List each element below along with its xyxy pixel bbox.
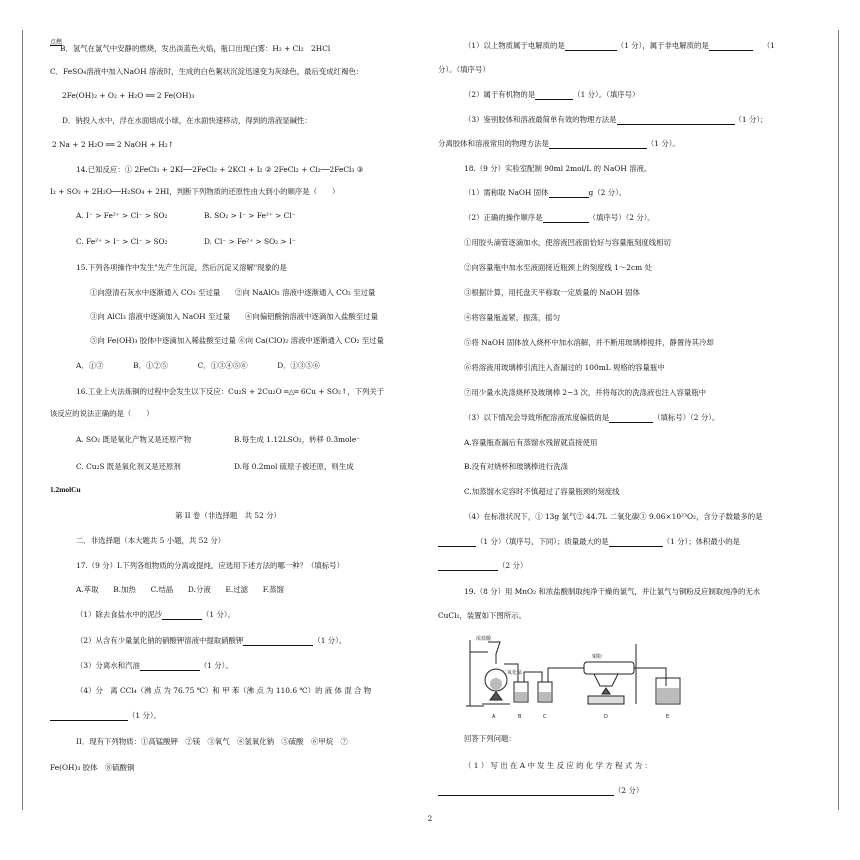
equation-c: 2Fe(OH)₂ + O₂ + H₂O ══ 2 Fe(OH)₃ xyxy=(62,91,195,100)
q19-item-1-answer xyxy=(438,786,643,796)
q17-item-3-text: （3）分离水和汽油 xyxy=(76,661,140,670)
q18-item-3-score: （填标号）（2 分）。 xyxy=(653,413,720,422)
q18-item-3-blank[interactable] xyxy=(609,414,653,423)
q17-item-3-blank[interactable] xyxy=(140,662,200,671)
label-d: D xyxy=(604,714,608,720)
q17-methods: A.萃取 B.加热 C.结晶 D.分液 E.过滤 F.蒸馏 xyxy=(76,585,284,594)
q17-item-1-score: （1 分）。 xyxy=(202,610,235,619)
error-c: C.加蒸馏水定容时不慎超过了容量瓶颈的刻度线 xyxy=(464,487,620,496)
q17-part2-cont: Fe(OH)₃ 胶体 ⑧硫酸铜 xyxy=(50,763,135,772)
r1-blank-electrolyte[interactable] xyxy=(565,42,617,51)
q19-stem-2: CuCl₂，装置如下图所示。 xyxy=(438,611,526,620)
r2-blank[interactable] xyxy=(535,91,573,100)
q14-option-c: C. Fe²⁺ > I⁻ > Cl⁻ > SO₂ xyxy=(76,237,168,246)
q16-option-c: C. Cu₂S 既是氧化剂又是还原剂 xyxy=(76,462,181,471)
equation-d: 2 Na + 2 H₂O ══ 2 NaOH + H₂↑ xyxy=(52,140,174,149)
label-cu: 铜粉 xyxy=(592,654,603,660)
burner-a xyxy=(490,692,502,700)
q18-item-2-score: （填序号）（2 分）。 xyxy=(588,213,655,222)
page-number: 2 xyxy=(427,815,433,823)
r3-text-2: 分离胶体和溶液常用的物理方法是 xyxy=(438,139,549,148)
q17-stem: 17.（9 分）I.下列各组物质的分离或提纯，应选用下述方法的哪一种？（填标号） xyxy=(76,561,344,570)
dropping-funnel xyxy=(488,642,500,664)
r3-text: （3）鉴别胶体和溶液最简单有效的物理方法是 xyxy=(464,115,617,124)
q17-part2: II．现有下列物质：①高锰酸钾 ②镁 ③氧气 ④氢氧化钠 ⑤硫酸 ⑥甲烷 ⑦ xyxy=(76,737,348,746)
section2-subtitle: 二．非选择题（本大题共 5 小题，共 52 分） xyxy=(76,536,226,545)
q17-item-3 xyxy=(76,661,233,671)
step-6: ⑥将溶液用玻璃棒引流注入查漏过的 100mL 规格的容量瓶中 xyxy=(464,363,665,372)
apparatus-diagram xyxy=(466,634,706,724)
heater-base-d xyxy=(588,696,624,704)
q18-stem: 18.（9 分）实验室配制 90ml 2mol/L 的 NaOH 溶液。 xyxy=(464,164,652,173)
tube-de xyxy=(634,668,666,686)
q16-stem-2: 该反应的说法正确的是（ ） xyxy=(50,409,154,418)
q14-option-b: B. SO₂ > I⁻ > Fe²⁺ > Cl⁻ xyxy=(204,211,296,220)
label-c: C xyxy=(543,714,547,720)
r3-blank-1[interactable] xyxy=(617,116,735,125)
label-a: A xyxy=(492,714,496,720)
q18-item-1 xyxy=(464,188,626,198)
q19-ask: 回答下列问题： xyxy=(464,734,516,743)
option-b: B．氢气在氯气中安静的燃烧，发出淡蓝色火焰，瓶口出现白雾：H₂ + Cl₂ 2HCl xyxy=(60,44,331,53)
q15-item-1: ①向澄清石灰水中逐渐通入 CO₂ 至过量 ②向 NaAlO₂ 溶液中逐渐通入 CO₂ 至过量 xyxy=(90,288,376,297)
r1-text-3: （1 xyxy=(762,41,775,50)
r3-line-2 xyxy=(438,139,680,149)
right-page-edge xyxy=(838,30,839,810)
q14-stem: 14.已知反应：① 2FeCl₃ + 2KI──2FeCl₂ + 2KCl + I₂ ② 2FeCl₂ + Cl₂──2FeCl₃ ③ xyxy=(76,165,364,174)
q16-option-d-cont: 1.2molCu xyxy=(50,485,81,494)
q14-stem-2: I₂ + SO₂ + 2H₂O──H₂SO₄ + 2HI，判断下列物质的还原性由大到小的顺序是（ ） xyxy=(50,187,340,196)
q18-item-4-text-3: （1 分）；体积最小的是 xyxy=(662,537,740,546)
q17-item-1-text: （1）除去食盐水中的泥沙 xyxy=(76,610,163,619)
q18-item-4-answers-2 xyxy=(438,561,527,571)
q18-item-3 xyxy=(464,413,719,423)
option-d: D．钠投入水中，浮在水面熔成小球，在水面快速移动，得到的溶液显碱性： xyxy=(62,116,312,125)
tube-d xyxy=(584,662,634,674)
q17-item-4-score: （1 分）。 xyxy=(128,711,161,720)
error-b: B.没有对烧杯和玻璃棒进行洗涤 xyxy=(464,462,568,471)
step-2: ②向容量瓶中加水至液面接近瓶颈上的刻度线 1～2cm 处 xyxy=(464,263,652,272)
q14-option-a: A. I⁻ > Fe²⁺ > Cl⁻ > SO₂ xyxy=(76,211,168,220)
step-3: ③根据计算，用托盘天平称取一定质量的 NaOH 固体 xyxy=(464,288,640,297)
q16-option-a: A. SO₂ 既是氧化产物又是还原产物 xyxy=(76,435,192,444)
r2-line xyxy=(464,90,639,100)
label-mno2: 二氧化锰 xyxy=(502,670,523,676)
step-4: ④将容量瓶盖紧，振荡，摇匀 xyxy=(464,313,561,322)
q17-item-4: （4）分 离 CCl₄（沸 点 为 76.75 ℃）和 甲 苯（沸 点 为 110.6 ℃）的 液 体 混 合 物 xyxy=(76,686,372,695)
r1-blank-nonelectrolyte[interactable] xyxy=(709,42,753,51)
q16-stem: 16.工业上火法炼铜的过程中会发生以下反应：Cu₂S + 2Cu₂O ═△═ 6Cu + SO₂↑，下列关于 xyxy=(76,387,385,396)
q17-item-4-blank[interactable] xyxy=(50,712,128,721)
q18-item-4-blank-most-molecules[interactable] xyxy=(438,538,476,547)
liquid-b xyxy=(515,692,527,701)
r1-text-2: （1 分），属于非电解质的是 xyxy=(616,41,709,50)
q19-item-1-blank[interactable] xyxy=(438,787,614,796)
r3-blank-2[interactable] xyxy=(549,140,647,149)
r1-line xyxy=(464,41,775,51)
q15-stem: 15.下列各项操作中发生"先产生沉淀，然后沉淀又溶解"现象的是 xyxy=(76,263,287,272)
burner-d xyxy=(602,688,610,694)
r3-score-2: （1 分）。 xyxy=(646,139,680,148)
q17-item-3-score: （1 分）。 xyxy=(199,661,233,670)
section2-title: 第 II 卷（非选择题 共 52 分） xyxy=(175,511,281,520)
r2-score: （1 分）。（填序号） xyxy=(573,90,640,99)
liquid-c xyxy=(539,692,551,701)
q17-item-2-text: （2）从含有少量氯化钠的硝酸钾溶液中提取硝酸钾 xyxy=(76,636,244,645)
q18-item-2 xyxy=(464,213,655,223)
q17-item-2 xyxy=(76,636,346,646)
q17-item-4-answer xyxy=(50,711,161,721)
q14-option-d: D. Cl⁻ > Fe²⁺ > SO₂ > I⁻ xyxy=(204,237,296,246)
q18-item-4: （4）在标准状况下，① 13g 氯气② 44.7L 二氧化碳③ 9.06×10²³O₂，含分子数最多的是 xyxy=(464,512,763,521)
r3-line xyxy=(464,115,767,125)
label-e: E xyxy=(666,714,670,720)
q17-item-1-blank[interactable] xyxy=(162,611,202,620)
flask-contents-a xyxy=(490,678,502,690)
r3-score: （1 分）； xyxy=(734,115,768,124)
q18-item-2-text: （2）正确的操作顺序是 xyxy=(464,213,543,222)
step-1: ①用胶头滴管逐滴加水，使溶液凹液面恰好与容量瓶刻度线相切 xyxy=(464,238,671,247)
q15-options: A．①③ B．①②⑤ C．①③④⑤⑥ D．①③⑤⑥ xyxy=(76,361,321,370)
q18-item-3-text: （3）以下情况会导致所配溶液浓度偏低的是 xyxy=(464,413,610,422)
q18-item-4-text-2: （1 分）（填序号，下同）；质量最大的是 xyxy=(476,537,609,546)
burner-d-stand xyxy=(594,674,618,686)
q18-item-4-score: （2 分） xyxy=(498,561,528,570)
label-b: B xyxy=(518,714,522,720)
q18-item-4-answers xyxy=(438,537,740,547)
liquid-e xyxy=(657,688,679,703)
q15-item-3: ⑤向 Fe(OH)₃ 胶体中逐滴加入稀盐酸至过量 ⑥向 Ca(ClO)₂ 溶液中逐渐通入 CO₂ 至过量 xyxy=(90,336,384,345)
tube-bc xyxy=(524,672,542,682)
label-hcl: 浓盐酸 xyxy=(476,636,492,642)
ignite-condition: 点燃 xyxy=(50,39,63,46)
r2-text: （2）属于有机物的是 xyxy=(464,90,536,99)
q19-item-1-score: （2 分） xyxy=(614,786,644,795)
q18-item-1-blank[interactable] xyxy=(549,189,589,198)
q18-item-1-text: （1）需称取 NaOH 固体 xyxy=(464,188,549,197)
q16-option-d: D.每 0.2mol 硫原子被还原，则生成 xyxy=(234,462,354,471)
q16-option-b: B.每生成 1.12LSO₂，转移 0.3mole⁻ xyxy=(234,435,361,444)
step-7: ⑦用少量水洗涤烧杯及玻璃棒 2~3 次，并将每次的洗涤液也注入容量瓶中 xyxy=(464,388,707,397)
q19-item-1: （ 1 ） 写 出 在 A 中 发 生 反 应 的 化 学 方 程 式 为 ： xyxy=(464,761,652,770)
error-a: A.容量瓶查漏后有蒸馏水残留就直接使用 xyxy=(464,438,598,447)
q18-item-4-blank-mass[interactable] xyxy=(609,538,663,547)
q17-item-2-blank[interactable] xyxy=(243,637,313,646)
q18-item-4-blank-volume[interactable] xyxy=(438,562,498,571)
q18-item-1-score: g（2 分）。 xyxy=(588,188,627,197)
left-page-edge xyxy=(22,30,23,810)
q15-item-2: ③向 AlCl₃ 溶液中逐滴加入 NaOH 至过量 ④向偏铝酸钠溶液中逐滴加入盐酸至过量 xyxy=(90,312,378,321)
option-c: C．FeSO₄溶液中加入NaOH 溶液时，生成的白色絮状沉淀迅速变为灰绿色，最后变成红褐色： xyxy=(50,67,364,76)
q17-item-1 xyxy=(76,610,235,620)
q18-item-2-blank[interactable] xyxy=(543,214,589,223)
q17-item-2-score: （1 分）。 xyxy=(313,636,347,645)
tube-cd xyxy=(548,668,584,682)
step-5: ⑤将 NaOH 固体放入烧杯中加水溶解，并不断用玻璃棒搅拌，静置待其冷却 xyxy=(464,338,714,347)
q19-stem: 19.（8 分）用 MnO₂ 和浓盐酸制取纯净干燥的氯气，并让氯气与铜粉反应制取纯净的无水 xyxy=(464,587,761,596)
r1-text: （1）以上物质属于电解质的是 xyxy=(464,41,565,50)
r1-line-2: 分）。（填序号） xyxy=(438,65,490,74)
